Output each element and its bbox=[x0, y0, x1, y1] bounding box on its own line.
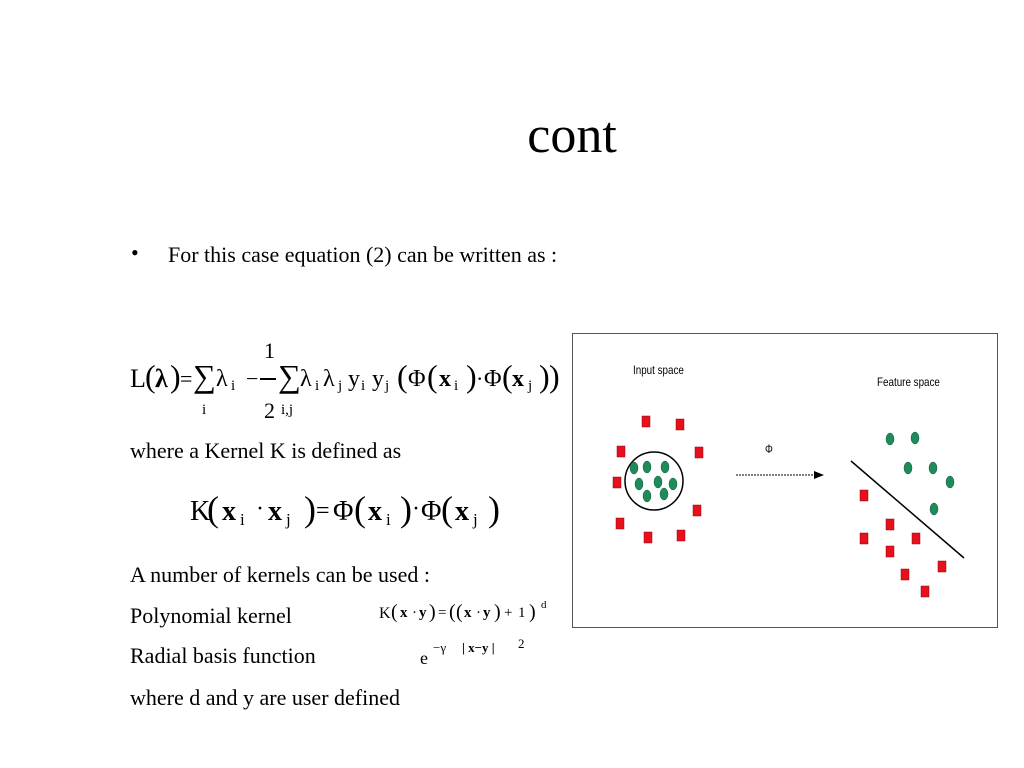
class-a-point bbox=[929, 462, 937, 474]
eq-x-j: x bbox=[455, 496, 469, 527]
eq-sum: ∑ bbox=[278, 358, 301, 394]
class-a-point bbox=[661, 461, 669, 473]
rbf-formula bbox=[420, 636, 540, 670]
class-a-point bbox=[669, 478, 677, 490]
class-a-point bbox=[930, 503, 938, 515]
poly-x: x bbox=[464, 605, 472, 621]
poly-one: 1 bbox=[518, 605, 526, 621]
equation-kernel bbox=[190, 486, 520, 546]
class-b-point bbox=[642, 416, 650, 427]
eq-sub: j bbox=[338, 378, 343, 394]
eq-x-i: x bbox=[368, 496, 382, 527]
eq-phi: Φ bbox=[408, 366, 426, 392]
phi-label: Φ bbox=[765, 442, 773, 456]
eq-sub: j bbox=[528, 378, 533, 394]
eq-minus: − bbox=[246, 366, 259, 391]
eq-x-i: x bbox=[222, 496, 236, 527]
class-a-point bbox=[911, 432, 919, 444]
eq-phi: Φ bbox=[484, 366, 502, 392]
kernel-mapping-figure bbox=[572, 333, 998, 628]
class-b-point bbox=[901, 569, 909, 580]
class-a-point bbox=[630, 462, 638, 474]
eq-y-i: y bbox=[348, 366, 360, 392]
eq-paren: ( bbox=[145, 358, 156, 394]
input-space-label: Input space bbox=[633, 363, 684, 377]
poly-formula bbox=[379, 599, 574, 631]
poly-y: y bbox=[483, 605, 491, 621]
eq-dot: · bbox=[256, 496, 264, 522]
eq-K: K bbox=[190, 496, 211, 527]
rbf-exp: −γ bbox=[433, 640, 447, 655]
eq-paren: ) bbox=[539, 358, 550, 394]
eq-x-i: x bbox=[439, 366, 451, 392]
eq-phi: Φ bbox=[333, 496, 354, 527]
poly-label: Polynomial kernel bbox=[130, 603, 292, 628]
eq-paren: ) bbox=[466, 358, 477, 394]
class-b-point bbox=[938, 561, 946, 572]
poly-paren: ( bbox=[449, 601, 456, 623]
rbf-e: e bbox=[420, 648, 428, 668]
poly-K: K bbox=[379, 605, 391, 622]
poly-d: d bbox=[541, 599, 547, 611]
poly-dot: · bbox=[412, 605, 417, 621]
class-b-point bbox=[860, 490, 868, 501]
class-b-point bbox=[617, 446, 625, 457]
kernel-def-label: where a Kernel K is defined as bbox=[130, 438, 402, 463]
eq-y-j: y bbox=[372, 366, 384, 392]
eq-paren: ) bbox=[549, 358, 560, 394]
class-b-point bbox=[613, 477, 621, 488]
class-b-point bbox=[695, 447, 703, 458]
eq-sub: i bbox=[454, 378, 459, 394]
eq-sub: j bbox=[385, 378, 390, 394]
eq-sub: j bbox=[473, 510, 478, 529]
eq-paren: ( bbox=[441, 489, 453, 529]
eq-paren: ) bbox=[488, 489, 500, 529]
class-b-point bbox=[921, 586, 929, 597]
rbf-norm: | x−y | bbox=[462, 640, 495, 655]
poly-paren: ) bbox=[429, 601, 436, 623]
eq-sub: i bbox=[386, 510, 391, 529]
class-a-point bbox=[886, 433, 894, 445]
poly-paren: ( bbox=[456, 601, 463, 623]
class-a-point bbox=[643, 490, 651, 502]
eq-equals: = bbox=[316, 498, 330, 524]
class-b-point bbox=[644, 532, 652, 543]
poly-paren: ( bbox=[391, 601, 398, 623]
eq-sum: ∑ bbox=[193, 358, 216, 394]
poly-x: x bbox=[400, 605, 408, 621]
eq-sub: j bbox=[286, 510, 291, 529]
eq-paren: ) bbox=[400, 489, 412, 529]
eq-half-den: 2 bbox=[264, 398, 275, 423]
class-a-point bbox=[635, 478, 643, 490]
class-b-point bbox=[616, 518, 624, 529]
eq-sub: i bbox=[361, 378, 366, 394]
class-b-point bbox=[886, 519, 894, 530]
eq-paren: ) bbox=[304, 489, 316, 529]
eq-phi: Φ bbox=[421, 496, 442, 527]
fraction-bar bbox=[260, 378, 276, 380]
eq-L: L bbox=[130, 364, 146, 393]
figure-canvas bbox=[573, 334, 997, 627]
eq-sub: i bbox=[315, 378, 320, 394]
kernels-intro: A number of kernels can be used : bbox=[130, 562, 430, 587]
eq-paren: ( bbox=[397, 358, 408, 394]
class-a-point bbox=[660, 488, 668, 500]
eq-dot: · bbox=[476, 366, 484, 391]
rbf-two: 2 bbox=[518, 636, 525, 651]
eq-paren: ( bbox=[502, 358, 513, 394]
eq-paren: ( bbox=[427, 358, 438, 394]
eq-sum-sub: i,j bbox=[281, 402, 294, 418]
equation-lagrangian bbox=[130, 336, 570, 436]
class-b-point bbox=[912, 533, 920, 544]
eq-half-num: 1 bbox=[264, 338, 275, 363]
class-a-point bbox=[946, 476, 954, 488]
class-b-point bbox=[693, 505, 701, 516]
eq-lambda-i: λ bbox=[216, 366, 228, 392]
eq-sum-sub: i bbox=[202, 402, 207, 418]
eq-lambda-i: λ bbox=[300, 366, 312, 392]
eq-dot: · bbox=[412, 496, 420, 522]
poly-equals: = bbox=[438, 605, 447, 621]
class-a-point bbox=[654, 476, 662, 488]
class-b-point bbox=[676, 419, 684, 430]
eq-lambda-j: λ bbox=[323, 366, 335, 392]
eq-lambda: λ bbox=[155, 364, 168, 393]
poly-plus: + bbox=[504, 605, 513, 621]
poly-paren: ) bbox=[494, 601, 501, 623]
poly-paren: ) bbox=[529, 601, 536, 623]
class-b-point bbox=[860, 533, 868, 544]
rbf-label: Radial basis function bbox=[130, 643, 316, 668]
eq-paren: ( bbox=[207, 489, 219, 529]
eq-x-j: x bbox=[268, 496, 282, 527]
eq-sub: i bbox=[231, 378, 236, 394]
eq-paren: ) bbox=[170, 358, 181, 394]
footer-text: where d and y are user defined bbox=[130, 685, 400, 710]
eq-sub: i bbox=[240, 510, 245, 529]
class-a-point bbox=[643, 461, 651, 473]
poly-y: y bbox=[419, 605, 427, 621]
page-title: cont bbox=[527, 107, 617, 164]
bullet-marker: • bbox=[131, 240, 139, 265]
eq-equals: = bbox=[180, 366, 193, 391]
eq-x-j: x bbox=[512, 366, 524, 392]
feature-space-label: Feature space bbox=[877, 375, 940, 389]
poly-dot: · bbox=[476, 605, 481, 621]
bullet-text: For this case equation (2) can be written as : bbox=[168, 242, 558, 267]
eq-paren: ( bbox=[354, 489, 366, 529]
class-b-point bbox=[886, 546, 894, 557]
class-b-point bbox=[677, 530, 685, 541]
class-a-point bbox=[904, 462, 912, 474]
